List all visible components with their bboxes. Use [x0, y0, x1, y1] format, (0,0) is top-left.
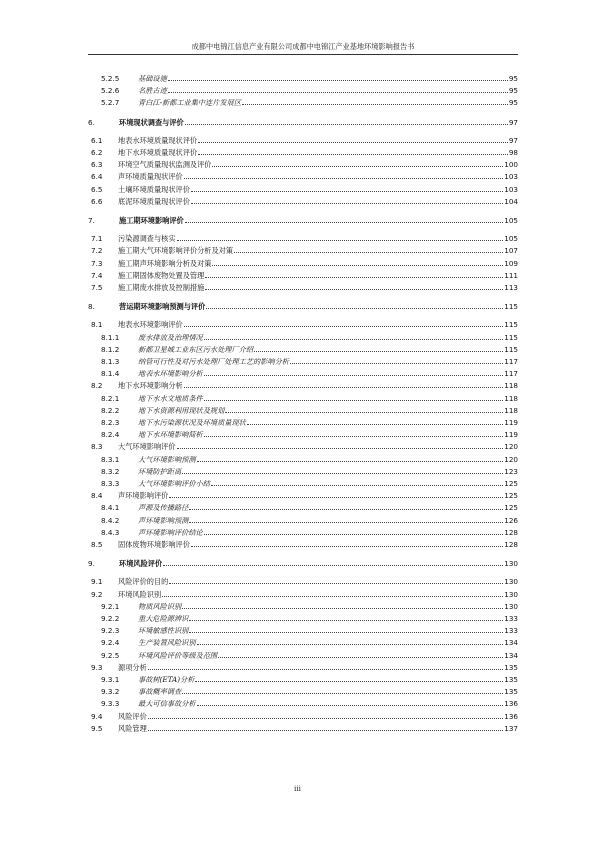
toc-entry-number: 7.1 [91, 234, 103, 244]
toc-entry-page: 137 [504, 723, 518, 733]
toc-entry-page: 104 [504, 196, 518, 206]
toc-entry-title: 地表水环境影响评价 [118, 320, 183, 330]
toc-entry-number: 6.6 [91, 196, 103, 206]
toc-entry-number: 6.2 [91, 148, 103, 157]
toc-entry[interactable] [88, 466, 518, 477]
toc-entry-title: 风险评价 [118, 711, 147, 721]
toc-entry[interactable] [88, 184, 518, 195]
dot-leader [148, 668, 504, 670]
toc-entry[interactable] [88, 85, 518, 96]
dot-leader [247, 423, 503, 425]
toc-entry-title: 环境现状调查与评价 [119, 117, 184, 127]
toc-entry-page: 136 [504, 711, 518, 721]
toc-entry-title: 事故树(ETA)分析 [138, 675, 195, 684]
toc-entry-number: 8.1 [91, 320, 103, 330]
toc-entry-title: 基础设施 [138, 74, 167, 83]
toc-entry[interactable] [88, 117, 518, 128]
dot-leader [148, 729, 504, 731]
toc-entry-page: 134 [504, 638, 518, 648]
toc-entry[interactable] [88, 147, 518, 158]
dot-leader [184, 177, 504, 179]
dot-leader [182, 472, 503, 474]
dot-leader [169, 496, 503, 498]
dot-leader [204, 374, 504, 376]
toc-entry-title: 声源及传播路径 [138, 503, 189, 513]
dot-leader [254, 350, 503, 352]
toc-entry-title: 风险管理 [118, 723, 147, 733]
toc-entry-number: 8.2.3 [101, 418, 120, 427]
toc-entry-title: 地下水水文地质条件 [138, 393, 203, 403]
toc-entry-page: 115 [504, 302, 518, 312]
toc-entry-title: 重大危险源辨识 [138, 614, 189, 623]
toc-entry-number: 8.4.3 [101, 527, 120, 537]
toc-entry-number: 9.2.4 [101, 638, 120, 648]
toc-entry-number: 8. [88, 302, 95, 312]
toc-entry[interactable] [88, 332, 518, 343]
toc-entry-number: 8.1.4 [101, 369, 120, 379]
toc-entry-title: 地下水环境影响分析 [118, 381, 183, 391]
toc-entry-title: 环境空气质量现状监测及评价 [118, 160, 212, 170]
dot-leader [185, 123, 508, 125]
toc-entry-number: 9. [88, 559, 95, 569]
toc-entry[interactable] [88, 662, 518, 673]
dot-leader [185, 221, 504, 223]
toc-entry[interactable] [88, 301, 518, 312]
toc-entry-title: 地下水环境影响简析 [138, 430, 203, 440]
toc-entry-number: 6.1 [91, 135, 103, 145]
toc-entry-title: 环境防护距离 [138, 466, 182, 476]
toc-entry[interactable] [88, 245, 518, 256]
toc-entry[interactable] [88, 723, 518, 734]
toc-entry[interactable] [88, 674, 518, 685]
toc-entry-page: 133 [504, 626, 518, 636]
toc-entry-number: 8.1.3 [101, 357, 120, 366]
toc-entry-page: 95 [508, 74, 518, 83]
toc-entry-page: 135 [504, 687, 518, 697]
toc-entry-title: 生产装置风险识别 [138, 638, 196, 648]
toc-entry-page: 113 [504, 283, 518, 292]
toc-entry-number: 8.5 [91, 540, 103, 549]
toc-entry-number: 7. [88, 216, 95, 225]
toc-entry[interactable] [88, 368, 518, 379]
toc-entry-number: 8.3 [91, 442, 103, 452]
toc-entry[interactable] [88, 159, 518, 170]
toc-entry-title: 源项分析 [118, 662, 147, 672]
toc-entry-title: 大气环境影响预测 [138, 454, 196, 464]
dot-leader [204, 533, 504, 535]
toc-entry-title: 环境风险评价 [119, 559, 163, 569]
dot-leader [205, 288, 503, 290]
toc-entry[interactable] [88, 686, 518, 697]
toc-entry[interactable] [88, 625, 518, 636]
toc-entry-number: 6. [88, 117, 95, 127]
toc-entry[interactable] [88, 539, 518, 550]
toc-entry-page: 130 [504, 601, 518, 611]
toc-entry-number: 8.2.4 [101, 430, 120, 440]
toc-entry-title: 营运期环境影响预测与评价 [119, 302, 206, 312]
toc-entry[interactable] [88, 135, 518, 146]
toc-entry-page: 125 [504, 503, 518, 513]
dot-leader [197, 643, 504, 645]
toc-entry[interactable] [88, 282, 518, 293]
toc-entry-number: 9.3 [91, 662, 103, 672]
toc-entry-title: 环境风险评价等级及范围 [138, 650, 218, 660]
dot-leader [204, 338, 504, 340]
toc-entry-page: 135 [504, 662, 518, 672]
toc-entry-number: 7.2 [91, 246, 103, 256]
dot-leader [191, 202, 503, 204]
toc-entry-page: 100 [504, 160, 518, 170]
toc-entry-page: 115 [504, 320, 518, 330]
toc-entry-number: 8.2 [91, 381, 103, 391]
toc-entry-page: 109 [504, 258, 518, 268]
dot-leader [204, 435, 504, 437]
toc-entry-number: 8.3.2 [101, 466, 120, 476]
dot-leader [212, 165, 503, 167]
dot-leader [189, 619, 503, 621]
toc-entry-page: 134 [504, 650, 518, 660]
toc-entry-number: 5.2.7 [101, 98, 120, 108]
toc-entry-title: 风险评价的目的 [118, 577, 169, 587]
toc-entry-number: 9.2.2 [101, 614, 120, 623]
toc-entry-title: 地下水污染源状况及环境质量现状 [138, 418, 246, 427]
toc-entry-title: 纳管可行性及对污水处理厂处理工艺的影响分析 [138, 357, 289, 366]
toc-entry-number: 7.4 [91, 270, 103, 280]
toc-entry-title: 名胜古迹 [138, 86, 167, 96]
toc-entry-page: 111 [504, 270, 518, 280]
toc-entry-number: 9.3.3 [101, 699, 120, 709]
toc-entry-title: 声环境影响评价结论 [138, 527, 203, 537]
toc-entry-page: 128 [504, 540, 518, 549]
toc-entry[interactable] [88, 613, 518, 624]
toc-entry[interactable] [88, 356, 518, 367]
toc-entry[interactable] [88, 576, 518, 587]
toc-entry-page: 95 [508, 86, 518, 96]
toc-entry-title: 环境风险识别 [118, 589, 162, 599]
toc-entry[interactable] [88, 319, 518, 330]
toc-entry[interactable] [88, 601, 518, 612]
dot-leader [195, 680, 503, 682]
toc-entry-number: 7.5 [91, 283, 103, 292]
toc-entry[interactable] [88, 417, 518, 428]
dot-leader [206, 307, 503, 309]
dot-leader [182, 692, 503, 694]
toc-entry-page: 120 [504, 442, 518, 452]
dot-leader [205, 276, 503, 278]
toc-entry[interactable] [88, 233, 518, 244]
toc-entry-title: 施工期环境影响评价 [119, 216, 184, 225]
toc-entry-number: 9.2 [91, 589, 103, 599]
dot-leader [211, 484, 503, 486]
dot-leader [225, 411, 503, 413]
toc-entry-number: 9.2.3 [101, 626, 120, 636]
toc-entry-number: 8.4.1 [101, 503, 120, 513]
toc-entry-title: 大气环境影响评价 [118, 442, 176, 452]
toc-entry[interactable] [88, 393, 518, 404]
toc-entry-page: 117 [504, 357, 518, 366]
toc-entry[interactable] [88, 637, 518, 648]
toc-entry-number: 5.2.5 [101, 74, 120, 83]
toc-entry-title: 施工期大气环境影响评价分析及对策 [118, 246, 234, 256]
page-number: iii [294, 784, 301, 793]
toc-entry[interactable] [88, 270, 518, 281]
toc-entry-number: 9.3.2 [101, 687, 120, 697]
toc-entry-number: 8.3.3 [101, 479, 120, 488]
toc-entry-page: 119 [504, 430, 518, 440]
toc-entry-page: 107 [504, 246, 518, 256]
toc-entry-number: 8.1.1 [101, 332, 120, 342]
toc-entry[interactable] [88, 215, 518, 226]
toc-entry-page: 133 [504, 614, 518, 623]
toc-entry-page: 135 [504, 675, 518, 684]
toc-entry-number: 9.4 [91, 711, 103, 721]
toc-entry-title: 物质风险识别 [138, 601, 182, 611]
toc-entry-title: 最大可信事故分析 [138, 699, 196, 709]
dot-leader [163, 564, 503, 566]
toc-entry-page: 105 [504, 216, 518, 225]
toc-entry-page: 118 [504, 405, 518, 415]
toc-entry-title: 声环境影响评价 [118, 491, 169, 501]
toc-entry-page: 115 [504, 344, 518, 354]
toc-entry-number: 8.2.1 [101, 393, 120, 403]
toc-entry-title: 青白江-新都工业集中连片发展区 [138, 98, 242, 108]
toc-entry-number: 9.2.5 [101, 650, 120, 660]
dot-leader [204, 399, 504, 401]
toc-entry[interactable] [88, 711, 518, 722]
dot-leader [148, 717, 504, 719]
toc-entry[interactable] [88, 454, 518, 465]
dot-leader [242, 103, 508, 105]
toc-entry-title: 地下水环境质量现状评价 [118, 148, 198, 157]
toc-entry-title: 声环境质量现状评价 [118, 172, 183, 182]
dot-leader [212, 264, 503, 266]
toc-entry-page: 115 [504, 332, 518, 342]
toc-entry[interactable] [88, 515, 518, 526]
dot-leader [168, 91, 508, 93]
dot-leader [198, 153, 508, 155]
dot-leader [191, 190, 503, 192]
running-header: 成都中电锦江信息产业有限公司成都中电锦江产业基地环境影响报告书 [191, 42, 415, 51]
toc-entry-number: 6.3 [91, 160, 103, 170]
toc-entry-page: 118 [504, 381, 518, 391]
toc-entry[interactable] [88, 650, 518, 661]
toc-entry[interactable] [88, 97, 518, 108]
toc-entry-title: 地表水环境影响分析 [138, 369, 203, 379]
toc-entry-title: 固体废物环境影响评价 [118, 540, 190, 549]
toc-entry-title: 地表水环境质量现状评价 [118, 135, 198, 145]
toc-entry-page: 103 [504, 172, 518, 182]
toc-entry[interactable] [88, 478, 518, 489]
toc-entry-number: 9.3.1 [101, 675, 120, 684]
dot-leader [197, 704, 504, 706]
toc-entry[interactable] [88, 441, 518, 452]
toc-entry-number: 8.1.2 [101, 344, 120, 354]
toc-entry-page: 97 [508, 117, 518, 127]
dot-leader [184, 325, 504, 327]
dot-leader [184, 386, 504, 388]
toc-entry[interactable] [88, 258, 518, 269]
dot-leader [189, 521, 503, 523]
toc-entry[interactable] [88, 344, 518, 355]
toc-entry-title: 施工期固体废物处置及管理 [118, 270, 205, 280]
toc-entry-title: 地下水资源利用现状及规划 [138, 405, 225, 415]
dot-leader [182, 607, 503, 609]
toc-entry[interactable] [88, 405, 518, 416]
toc-entry[interactable] [88, 527, 518, 538]
toc-entry-title: 土壤环境质量现状评价 [118, 184, 190, 194]
dot-leader [191, 545, 503, 547]
toc-entry[interactable] [88, 490, 518, 501]
toc-entry[interactable] [88, 196, 518, 207]
toc-entry-page: 125 [504, 479, 518, 488]
toc-entry-page: 130 [504, 577, 518, 587]
toc-entry-title: 污染源调查与核实 [118, 234, 176, 244]
dot-leader [290, 362, 503, 364]
dot-leader [177, 447, 504, 449]
toc-entry-title: 底泥环境质量现状评价 [118, 196, 190, 206]
toc-entry[interactable] [88, 589, 518, 600]
toc-entry-title: 施工期声环境影响分析及对策 [118, 258, 212, 268]
header-rule [88, 54, 518, 55]
dot-leader [189, 508, 503, 510]
toc-entry-page: 123 [504, 466, 518, 476]
toc-entry-page: 98 [508, 148, 518, 157]
toc-entry-title: 声环境影响预测 [138, 515, 189, 525]
toc-entry[interactable] [88, 380, 518, 391]
toc-entry-page: 118 [504, 393, 518, 403]
toc-entry-page: 117 [504, 369, 518, 379]
toc-entry-page: 125 [504, 491, 518, 501]
toc-entry-number: 9.1 [91, 577, 103, 587]
dot-leader [189, 631, 503, 633]
toc-entry-title: 环境敏感性识别 [138, 626, 189, 636]
toc-entry-page: 97 [508, 135, 518, 145]
toc-entry-number: 8.4.2 [101, 515, 120, 525]
toc-entry-page: 105 [504, 234, 518, 244]
toc-entry-title: 施工期废水排放及控制措施 [118, 283, 205, 292]
toc-entry-page: 128 [504, 527, 518, 537]
toc-entry-number: 9.2.1 [101, 601, 120, 611]
toc-entry-title: 新都卫星城工业东区污水处理厂介绍 [138, 344, 254, 354]
dot-leader [198, 141, 508, 143]
toc-entry[interactable] [88, 698, 518, 709]
toc-entry-number: 7.3 [91, 258, 103, 268]
toc-entry[interactable] [88, 558, 518, 569]
toc-entry-page: 95 [508, 98, 518, 108]
toc-entry[interactable] [88, 73, 518, 84]
toc-entry-number: 5.2.6 [101, 86, 120, 96]
dot-leader [234, 251, 503, 253]
dot-leader [169, 582, 503, 584]
toc-entry-page: 136 [504, 699, 518, 709]
dot-leader [197, 460, 504, 462]
toc-entry-number: 9.5 [91, 723, 103, 733]
toc-entry-page: 103 [504, 184, 518, 194]
toc-entry-title: 事故概率调查 [138, 687, 182, 697]
toc-entry-page: 130 [504, 559, 518, 569]
toc-entry-number: 8.3.1 [101, 454, 120, 464]
dot-leader [177, 239, 504, 241]
toc-entry[interactable] [88, 429, 518, 440]
toc-entry-number: 8.4 [91, 491, 103, 501]
toc-entry-title: 废水排放及治理情况 [138, 332, 203, 342]
toc-entry[interactable] [88, 171, 518, 182]
toc-entry-title: 大气环境影响评价小结 [138, 479, 210, 488]
toc-entry-number: 8.2.2 [101, 405, 120, 415]
dot-leader [168, 79, 508, 81]
toc-entry-page: 119 [504, 418, 518, 427]
toc-entry-page: 126 [504, 515, 518, 525]
toc-entry-page: 120 [504, 454, 518, 464]
toc-entry[interactable] [88, 502, 518, 513]
toc-entry-number: 6.4 [91, 172, 103, 182]
dot-leader [162, 595, 503, 597]
dot-leader [218, 656, 503, 658]
toc-entry-number: 6.5 [91, 184, 103, 194]
toc-entry-page: 130 [504, 589, 518, 599]
